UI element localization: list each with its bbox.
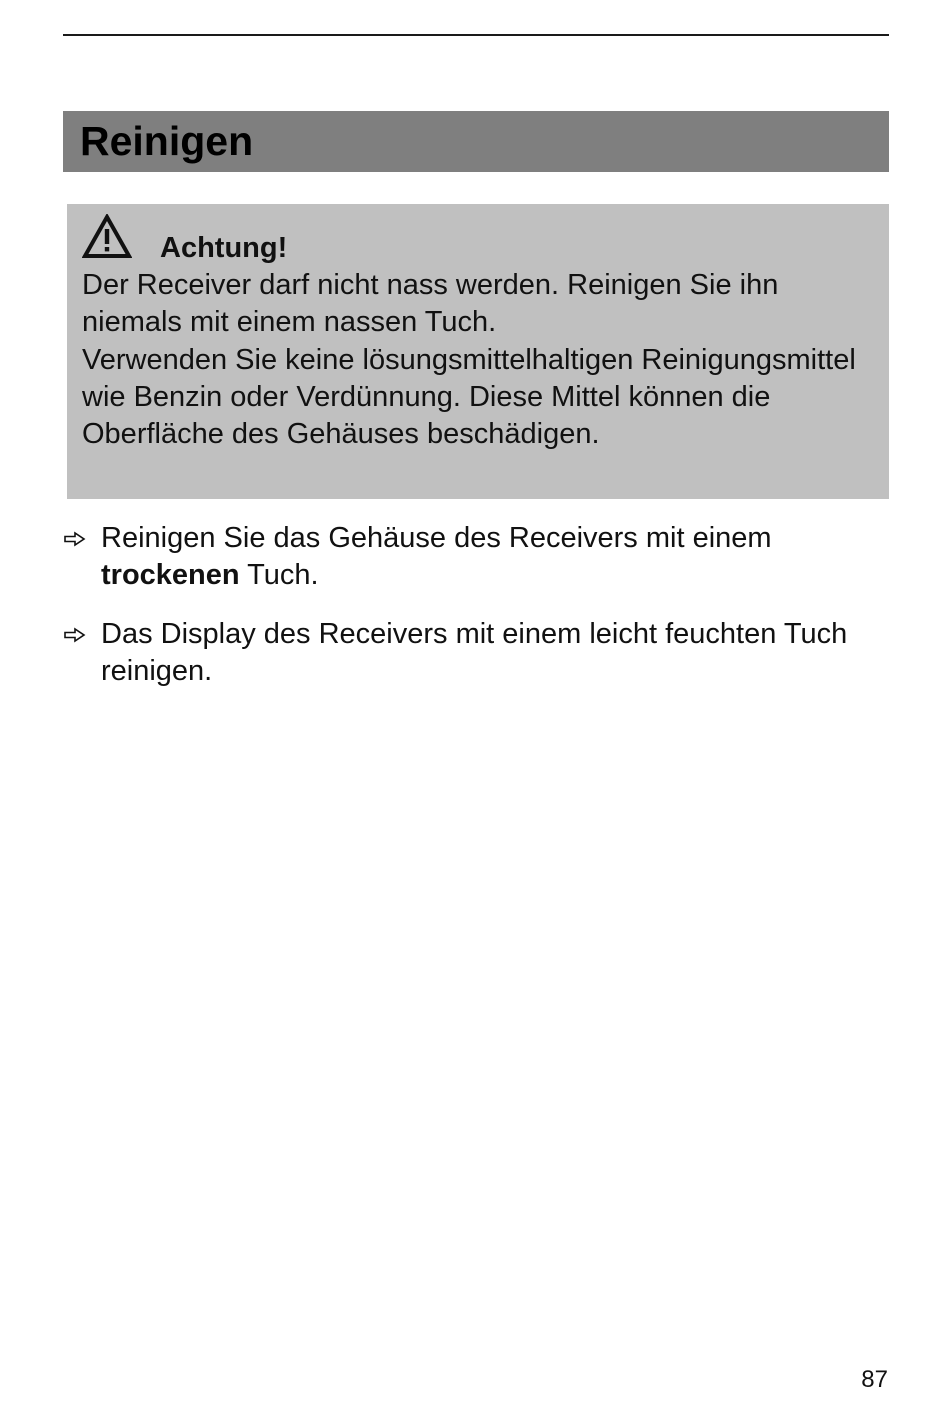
section-header xyxy=(63,111,889,172)
warning-paragraph: Der Receiver darf nicht nass werden. Reinigen Sie ihn niemals mit einem nassen Tuch. xyxy=(82,269,779,339)
instruction-text-part: Tuch. xyxy=(239,559,319,592)
arrow-right-icon xyxy=(63,627,87,643)
section-title: Reinigen xyxy=(80,118,254,164)
instruction-bold-text: trockenen xyxy=(101,559,240,592)
warning-triangle-icon xyxy=(82,214,132,259)
instruction-text: Das Display des Receivers mit einem leicht feuchten Tuch reinigen. xyxy=(101,618,848,688)
instruction-text-part: Reinigen Sie das Gehäuse des Receivers mit einem xyxy=(101,522,772,554)
page-number: 87 xyxy=(861,1366,888,1393)
warning-paragraph: Verwenden Sie keine lösungsmittelhaltigen Reinigungsmittel wie Benzin oder Verdünnung. Diese Mittel können die Oberfläche des Gehäuses beschädigen. xyxy=(82,343,856,451)
arrow-right-icon xyxy=(63,531,87,547)
warning-box xyxy=(67,204,889,499)
top-rule xyxy=(63,34,889,36)
instruction-text xyxy=(101,520,891,595)
warning-heading: Achtung! xyxy=(160,232,288,264)
warning-text xyxy=(82,267,882,453)
